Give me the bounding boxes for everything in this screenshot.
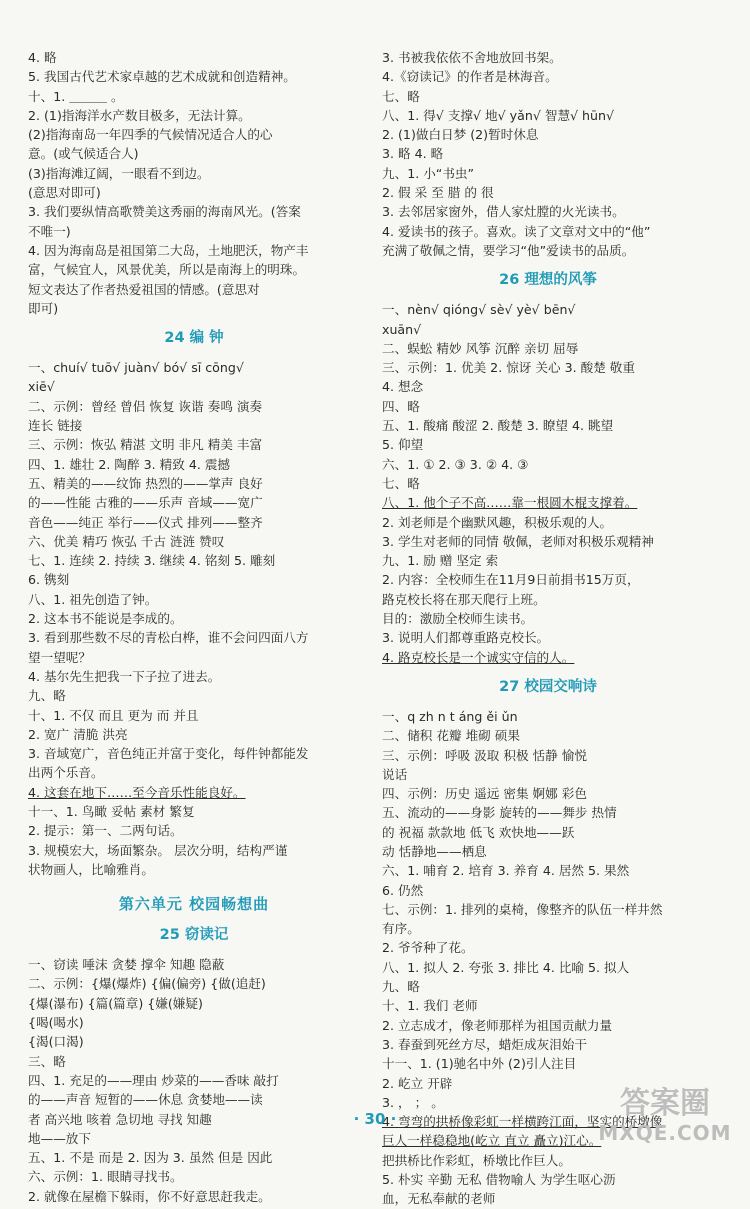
answer-line: 4. 想念 [382, 379, 424, 395]
answer-line: 4. 这套在地下……至今音乐性能良好。 [28, 784, 246, 800]
answer-line: 一、nèn√ qióng√ sè√ yè√ bēn√ [382, 302, 576, 318]
watermark-logo [590, 1086, 740, 1150]
answer-line: 2. 爷爷种了花。 [382, 940, 474, 956]
answer-line: 一、chuí√ tuō√ juàn√ bó√ sī cōng√ [28, 360, 244, 376]
answer-line: 四、1. 雄壮 2. 陶醉 3. 精致 4. 震撼 [28, 456, 231, 472]
watermark-text: 答案圈 [620, 1086, 710, 1121]
answer-line: 十、1. 我们 老师 [382, 998, 478, 1014]
answer-line: 一、窃读 唾沫 贪婪 撑伞 知趣 隐蔽 [28, 957, 225, 973]
answer-line: 3. ， ； 。 [382, 1094, 444, 1110]
section-heading: 25 窃读记 [159, 927, 229, 944]
answer-line: {爆(瀑布) {篇(篇章) {嫌(嫌疑) [28, 995, 203, 1011]
answer-line: 3. 春蚕到死丝方尽，蜡炬成灰泪始干 [382, 1036, 587, 1052]
answer-line: 说话 [382, 766, 408, 782]
answer-line: 的——声音 短暂的——休息 贪婪地——读 [28, 1092, 263, 1108]
answer-line: 六、1. 哺育 2. 培育 3. 养育 4. 居然 5. 果然 [382, 863, 630, 879]
answer-line: 五、1. 酸痛 酸涩 2. 酸楚 3. 瞭望 4. 眺望 [382, 418, 614, 434]
answer-line: 十、1. 不仅 而且 更为 而 并且 [28, 707, 199, 723]
answer-line: 2. 假 采 至 腊 的 很 [382, 185, 494, 201]
answer-line: 者 高兴地 咳着 急切地 寻找 知趣 [28, 1111, 212, 1127]
section-heading: 24 编 钟 [164, 330, 224, 347]
answer-line: 连长 链接 [28, 418, 83, 434]
answer-line: 三、略 [28, 1053, 66, 1069]
answer-line: {喝(喝水) [28, 1015, 84, 1031]
answer-line: 十、1. ＿＿＿ 。 [28, 88, 124, 104]
answer-line: 九、略 [28, 688, 66, 704]
answer-line: 六、优美 精巧 恢弘 千古 涟涟 赞叹 [28, 533, 225, 549]
answer-line: 2. 屹立 开辟 [382, 1075, 453, 1091]
page-number: · 30 · [353, 1110, 397, 1128]
answer-line: 八、1. 他个子不高……靠一根圆木棍支撑着。 [382, 495, 638, 511]
answer-line: 2. 宽广 清脆 洪亮 [28, 726, 128, 742]
answer-line: 4. 略 [28, 50, 57, 65]
answer-line: 地——放下 [28, 1130, 91, 1146]
answer-line: 望一望呢？ [28, 649, 91, 665]
answer-line: 5. 我国古代艺术家卓越的艺术成就和创造精神。 [28, 69, 296, 85]
answer-line: 五、1. 不是 而是 2. 因为 3. 虽然 但是 因此 [28, 1150, 273, 1166]
answer-line: 四、1. 充足的——理由 炒菜的——香味 敲打 [28, 1072, 279, 1088]
answer-line: 目的：激励全校师生读书。 [382, 611, 534, 627]
answer-line: 音色——纯正 举行——仪式 排列——整齐 [28, 514, 263, 530]
left-column [28, 48, 360, 1206]
answer-line: 4. 因为海南岛是祖国第二大岛，土地肥沃，物产丰 [28, 242, 309, 258]
answer-line: 二、储积 花瓣 堆砌 硕果 [382, 728, 520, 744]
answer-line: 八、1. 得√ 支撑√ 地√ yǎn√ 智慧√ hūn√ [382, 107, 615, 123]
answer-line: 2. 刘老师是个幽默风趣，积极乐观的人。 [382, 514, 613, 530]
answer-line: xiē√ [28, 379, 55, 395]
answer-line: 2. 提示：第一、二两句话。 [28, 823, 183, 839]
answer-line: 八、1. 拟人 2. 夸张 3. 排比 4. 比喻 5. 拟人 [382, 959, 630, 975]
answer-line: (意思对即可) [28, 185, 101, 201]
answer-line: 3. 看到那些数不尽的青松白桦，谁不会问四面八方 [28, 630, 309, 646]
answer-line: 即可) [28, 300, 59, 316]
answer-line: 九、略 [382, 979, 420, 995]
answer-line: 的——性能 古雅的——乐声 音域——宽广 [28, 495, 263, 511]
answer-line: 九、1. 励 赠 坚定 索 [382, 553, 499, 569]
answer-line: 6. 镌刻 [28, 572, 70, 588]
section-heading: 26 理想的风筝 [499, 272, 597, 289]
answer-line: 3. 音域宽广，音色纯正并富于变化，每件钟都能发 [28, 746, 309, 762]
answer-line: 4.《窃读记》的作者是林海音。 [382, 69, 558, 85]
answer-line: 路克校长将在那天爬行上班。 [382, 591, 546, 607]
answer-line: 四、示例：历史 遥远 密集 婀娜 彩色 [382, 786, 587, 802]
answer-line: 状物画人，比喻雅肖。 [28, 861, 154, 877]
answer-line: 短文表达了作者热爱祖国的情感。(意思对 [28, 281, 260, 297]
right-column [382, 48, 714, 1209]
answer-line: 富，气候宜人，风景优美，所以是南海上的明珠。 [28, 262, 306, 278]
answer-line: 四、略 [382, 398, 420, 414]
answer-line: 二、示例：曾经 曾侣 恢复 诙谐 奏鸣 演奏 [28, 398, 263, 414]
answer-line: 3. 说明人们都尊重路克校长。 [382, 630, 550, 646]
answer-line: (2)指海南岛一年四季的气候情况适合人的心 [28, 127, 273, 143]
answer-line: 4. 路克校长是一个诚实守信的人。 [382, 649, 575, 665]
answer-line: 2. (1)指海洋水产数目极多，无法计算。 [28, 107, 251, 123]
answer-line: 3. 书被我依依不舍地放回书架。 [382, 50, 562, 65]
answer-line: (3)指海滩辽阔，一眼看不到边。 [28, 165, 210, 181]
answer-line: 3. 我们要纵情高歌赞美这秀丽的海南风光。(答案 [28, 204, 301, 220]
answer-line: 2. 就像在屋檐下躲雨，你不好意思赶我走。 [28, 1188, 271, 1204]
answer-line: 3. 规模宏大，场面繁杂。 层次分明，结构严谨 [28, 842, 288, 858]
answer-line: 意。(或气候适合人) [28, 146, 139, 162]
watermark-url: MXQE.COM [598, 1121, 732, 1145]
answer-line: 4. 基尔先生把我一下子拉了进去。 [28, 668, 221, 684]
section-heading: 27 校园交响诗 [499, 678, 597, 695]
answer-line: 三、示例：1. 优美 2. 惊讶 关心 3. 酸楚 敬重 [382, 360, 635, 376]
answer-line: 出两个乐音。 [28, 765, 104, 781]
answer-line: 6. 仍然 [382, 882, 424, 898]
answer-line: 六、1. ① 2. ③ 3. ② 4. ③ [382, 456, 529, 472]
answer-line: 4. 弯弯的拱桥像彩虹一样横跨江面，坚实的桥墩像 [382, 1114, 663, 1130]
answer-line: 5. 朴实 辛勤 无私 借物喻人 为学生呕心沥 [382, 1172, 616, 1188]
answer-line: 十一、1. (1)驰名中外 (2)引人注目 [382, 1056, 577, 1072]
answer-line: 的 祝福 款款地 低飞 欢快地——跃 [382, 824, 575, 840]
answer-line: 2. 立志成才，像老师那样为祖国贡献力量 [382, 1017, 613, 1033]
answer-line: 五、流动的——身影 旋转的——舞步 热情 [382, 805, 617, 821]
answer-line: 七、示例：1. 排列的桌椅，像整齐的队伍一样井然 [382, 901, 663, 917]
answer-line: 五、精美的——纹饰 热烈的——掌声 良好 [28, 475, 263, 491]
answer-line: 3. 去邻居家窗外，借人家灶膛的火光读书。 [382, 204, 625, 220]
answer-line: 六、示例：1. 眼睛寻找书。 [28, 1169, 183, 1185]
unit-heading: 第六单元 校园畅想曲 [118, 895, 270, 914]
answer-line: 巨人一样稳稳地(屹立 直立 矗立)江心。 [382, 1133, 602, 1149]
answer-line: 三、示例：呼吸 汲取 积极 恬静 愉悦 [382, 747, 587, 763]
answer-line: 一、q zh n t áng ěi ǔn [382, 708, 518, 724]
answer-line: 4. 爱读书的孩子。喜欢。读了文章对文中的“他” [382, 223, 651, 239]
answer-line: 有序。 [382, 921, 420, 937]
answer-line: 七、略 [382, 88, 420, 104]
answer-line: 七、1. 连续 2. 持续 3. 继续 4. 铭刻 5. 雕刻 [28, 553, 276, 569]
answer-line: 九、1. 小“书虫” [382, 165, 475, 181]
answer-line: {渴(口渴) [28, 1034, 84, 1050]
answer-line: 动 恬静地——栖息 [382, 843, 487, 859]
answer-line: 七、略 [382, 475, 420, 491]
answer-line: 2. 内容：全校师生在11月9日前捐书15万页， [382, 572, 640, 588]
answer-line: 二、示例：{爆(爆炸) {偏(偏旁) {做(追赶) [28, 976, 266, 992]
answer-line: 2. 这本书不能说是李成的。 [28, 611, 183, 627]
answer-line: 三、示例：恢弘 精湛 文明 非凡 精美 丰富 [28, 437, 263, 453]
answer-line: 2. (1)做白日梦 (2)暂时休息 [382, 127, 539, 143]
answer-line: 二、蜈蚣 精妙 风筝 沉醉 亲切 屈辱 [382, 340, 579, 356]
answer-line: 血，无私奉献的老师 [382, 1191, 496, 1207]
answer-line: 充满了敬佩之情，要学习“他”爱读书的品质。 [382, 242, 635, 258]
answer-line: 5. 仰望 [382, 437, 424, 453]
answer-line: 不唯一) [28, 223, 71, 239]
answer-line: 3. 学生对老师的同情 敬佩，老师对积极乐观精神 [382, 533, 654, 549]
answer-line: 八、1. 祖先创造了钟。 [28, 591, 158, 607]
answer-line: 把拱桥比作彩虹，桥墩比作巨人。 [382, 1152, 571, 1168]
answer-line: 十一、1. 鸟瞰 妥帖 素材 繁复 [28, 803, 195, 819]
answer-line: 3. 略 4. 略 [382, 146, 444, 162]
answer-line: xuān√ [382, 321, 422, 337]
